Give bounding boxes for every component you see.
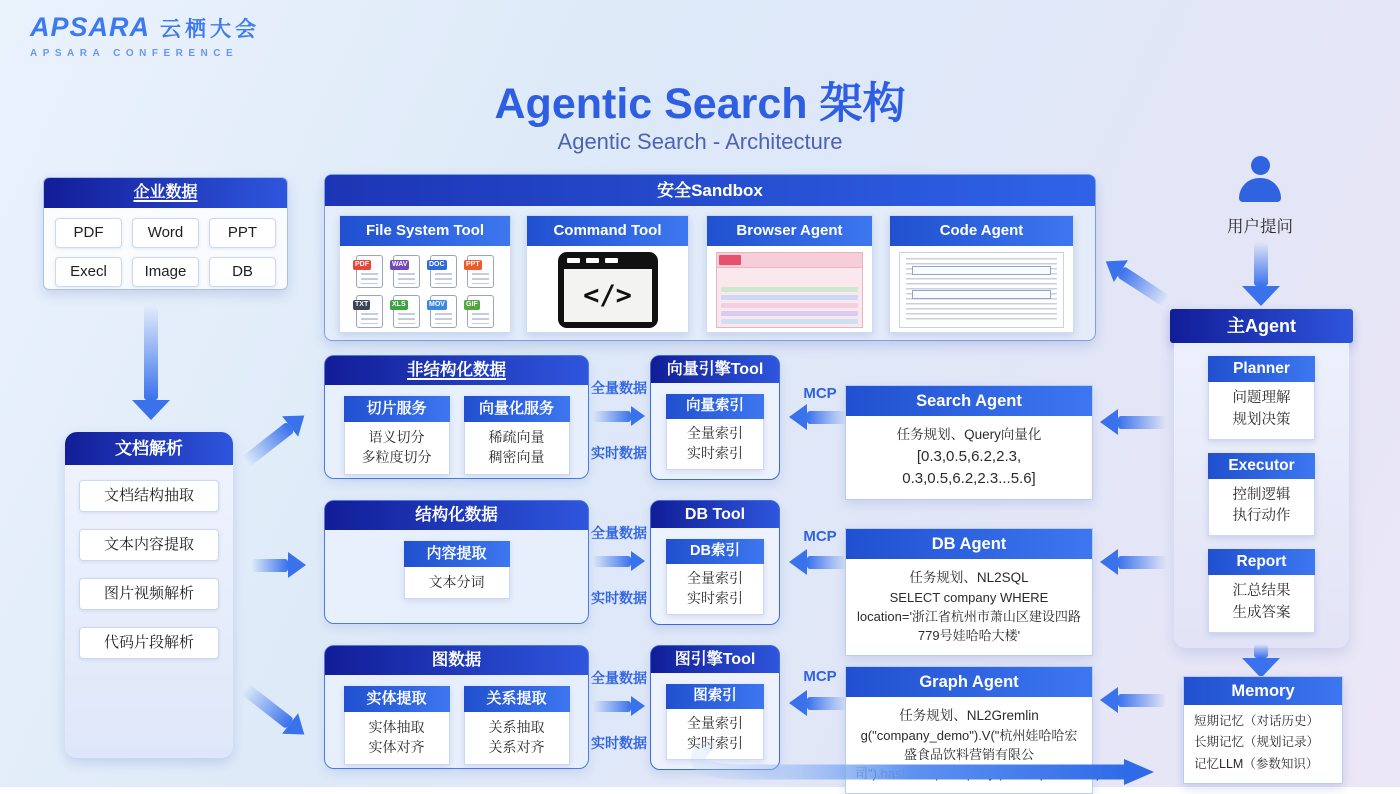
row-stripe [721, 319, 858, 324]
sandbox-panel [324, 174, 1096, 341]
line: 实体对齐 [368, 739, 425, 756]
planner-title: Planner [1208, 356, 1315, 382]
logo-subtitle: APSARA CONFERENCE [30, 48, 239, 59]
file-lines [398, 273, 415, 284]
db-agent-card [845, 528, 1093, 656]
structured-groups [325, 530, 588, 599]
line: 生成答案 [1232, 604, 1291, 621]
line: 实时索引 [687, 590, 743, 607]
arrow-main-agent-to-search-agent [1100, 409, 1166, 435]
relation-extract-box [464, 686, 570, 765]
arrow-head [1242, 286, 1280, 306]
arrow-shaft [1118, 694, 1166, 707]
mcp-label: MCP [803, 385, 837, 402]
executor-module [1208, 453, 1315, 537]
row-stripe [721, 311, 858, 316]
planner-module [1208, 356, 1315, 440]
memory-long-term: 长期记忆（规划记录） [1194, 735, 1320, 750]
entity-extract-title: 实体提取 [344, 686, 450, 712]
main-agent-title: 主Agent [1170, 309, 1353, 343]
file-system-tool-card [339, 215, 511, 333]
vectorize-service-title: 向量化服务 [464, 396, 570, 422]
row-stripe [721, 295, 858, 300]
line: 规划决策 [1232, 411, 1291, 428]
content-extract-title: 内容提取 [404, 541, 510, 567]
doc-parse-item-structure: 文档结构抽取 [79, 480, 219, 512]
terminal-dash [586, 258, 599, 263]
data-type-word: Word [132, 218, 199, 248]
line: 实时索引 [687, 735, 743, 752]
vectorize-service-lines [464, 422, 570, 475]
file-icon-mov [430, 295, 457, 328]
terminal-dash [567, 258, 580, 263]
line: 关系抽取 [488, 719, 545, 735]
arrow-graph-agent-to-graph-tool [789, 690, 847, 716]
main-agent-panel [1174, 343, 1349, 648]
doc-parse-items [65, 465, 233, 659]
user-icon-head [1251, 156, 1270, 175]
data-type-db: DB [209, 257, 276, 287]
executor-lines [1208, 479, 1315, 537]
unstructured-groups [325, 385, 588, 475]
content-extract-box [404, 541, 510, 599]
search-agent-body [846, 416, 1092, 499]
structured-data-panel [324, 500, 589, 624]
code-glyph: </> [564, 269, 652, 322]
graph-groups [325, 675, 588, 765]
arrow-head [288, 552, 306, 578]
file-lines [361, 313, 378, 324]
doc-parse-title: 文档解析 [65, 432, 233, 465]
memory-lines [1184, 705, 1342, 783]
db-agent-line2: SELECT company WHERE location='浙江省杭州市萧山区建设四路779号娃哈哈大楼' [857, 590, 1081, 643]
full-data-label: 全量数据 [591, 525, 647, 541]
arrow-shaft [1118, 416, 1166, 429]
file-icon-xls [393, 295, 420, 328]
line: 全量索引 [687, 425, 743, 441]
report-module [1208, 549, 1315, 633]
db-index-lines [666, 564, 764, 615]
file-lines [472, 313, 489, 324]
graph-data-panel [324, 645, 589, 769]
line: 汇总结果 [1232, 583, 1291, 599]
arrow-main-agent-to-memory [1242, 644, 1280, 678]
logo-brand-cn: 云栖大会 [160, 18, 261, 41]
arrow-head [789, 549, 807, 575]
db-index-title: DB索引 [666, 539, 764, 564]
doc-parse-item-text: 文本内容提取 [79, 529, 219, 561]
db-index-box [666, 539, 764, 615]
slicing-service-lines [344, 422, 450, 475]
doc-parse-item-media: 图片视频解析 [79, 578, 219, 610]
vector-index-title: 向量索引 [666, 394, 764, 419]
vector-engine-tool-card [650, 355, 780, 480]
arrow-head [631, 406, 645, 426]
arrow-head [789, 690, 807, 716]
doc-parse-item-code: 代码片段解析 [79, 627, 219, 659]
file-icon-ppt [467, 255, 494, 288]
browser-agent-title: Browser Agent [707, 216, 872, 246]
memory-title: Memory [1184, 677, 1342, 705]
browser-agent-card [706, 215, 873, 333]
arrow-unstructured-to-vector-tool [593, 406, 645, 426]
vector-index-lines [666, 419, 764, 470]
arrow-shaft [1254, 644, 1268, 658]
report-lines [1208, 575, 1315, 633]
data-type-ppt: PPT [209, 218, 276, 248]
arrow-shaft [252, 559, 288, 572]
line: 问题理解 [1232, 390, 1291, 406]
page-title: Agentic Search 架构 [494, 80, 906, 128]
memory-panel [1183, 676, 1343, 784]
arrow-graph-to-graph-tool [593, 696, 645, 716]
arrow-main-agent-to-sandbox [1099, 250, 1174, 311]
file-tag: PPT [466, 261, 480, 268]
db-agent-body [846, 559, 1092, 655]
line: 关系对齐 [488, 739, 545, 756]
file-system-tool-title: File System Tool [340, 216, 510, 246]
arrow-shaft [593, 411, 631, 422]
file-lines [361, 273, 378, 284]
realtime-data-label: 实时数据 [591, 735, 647, 751]
browser-screenshot [716, 252, 863, 328]
user-icon-body [1239, 178, 1281, 202]
realtime-data-label: 实时数据 [591, 590, 647, 606]
command-tool-title: Command Tool [527, 216, 688, 246]
arrow-shaft [1118, 556, 1166, 569]
command-tool-card [526, 215, 689, 333]
logo-row [30, 12, 260, 43]
search-agent-card [845, 385, 1093, 500]
line: 文本分词 [428, 574, 485, 590]
graph-agent-title: Graph Agent [846, 667, 1092, 697]
graph-agent-line1: 任务规划、NL2Gremlin [899, 708, 1039, 723]
report-title: Report [1208, 549, 1315, 575]
slicing-service-title: 切片服务 [344, 396, 450, 422]
line: 实时索引 [687, 445, 743, 462]
graph-engine-tool-title: 图引擎Tool [651, 646, 779, 673]
arrow-shaft [242, 421, 294, 466]
entity-extract-box [344, 686, 450, 765]
enterprise-data-title: 企业数据 [44, 178, 287, 208]
memory-llm: 记忆LLM（参数知识） [1194, 756, 1319, 771]
line: 多粒度切分 [361, 449, 432, 466]
arrow-docparse-to-structured [252, 552, 306, 578]
arrow-shaft [807, 556, 847, 569]
row-stripe [721, 303, 858, 308]
arrow-enterprise-to-docparse [132, 306, 170, 420]
arrow-shaft [593, 556, 631, 567]
file-tag: MOV [429, 301, 445, 308]
arrow-shaft [807, 697, 847, 710]
arrow-head [631, 696, 645, 716]
arrow-head [789, 404, 807, 430]
line: 控制逻辑 [1232, 486, 1291, 503]
mcp-label: MCP [803, 528, 837, 545]
file-icon-txt [356, 295, 383, 328]
realtime-data-label: 实时数据 [591, 445, 647, 461]
arrow-docparse-to-unstructured [238, 405, 312, 471]
arrow-head [132, 400, 170, 420]
entity-extract-lines [344, 712, 450, 765]
vector-engine-tool-title: 向量引擎Tool [651, 356, 779, 383]
arrow-docparse-to-graph [238, 679, 312, 745]
file-tag: DOC [429, 261, 445, 268]
arrow-shaft [1117, 266, 1169, 306]
search-agent-line1: 任务规划、Query向量化 [896, 427, 1042, 442]
full-data-label: 全量数据 [591, 380, 647, 396]
line: 执行动作 [1232, 508, 1291, 525]
data-type-excel: Execl [55, 257, 122, 287]
db-tool-title: DB Tool [651, 501, 779, 528]
logo-brand-text: APSARA [30, 12, 151, 42]
terminal-icon [558, 252, 658, 328]
user-icon [1238, 156, 1282, 204]
apsara-logo [30, 12, 260, 59]
arrow-shaft [1254, 242, 1268, 286]
code-block [912, 290, 1051, 299]
structured-data-title: 结构化数据 [325, 501, 588, 530]
file-icon-gif [467, 295, 494, 328]
arrow-graph-tool-to-memory [678, 742, 1178, 787]
arrow-shaft [242, 684, 294, 729]
data-type-image: Image [132, 257, 199, 287]
unstructured-data-title: 非结构化数据 [325, 356, 588, 385]
file-tag: GIF [466, 301, 478, 308]
relation-extract-title: 关系提取 [464, 686, 570, 712]
terminal-titlebar [567, 258, 618, 263]
memory-short-term: 短期记忆（对话历史） [1194, 714, 1320, 728]
file-icon-wav [393, 255, 420, 288]
file-tag: TXT [355, 301, 369, 308]
slicing-service-box [344, 396, 450, 475]
arrow-main-agent-to-graph-agent [1100, 687, 1166, 713]
sandbox-title: 安全Sandbox [325, 175, 1095, 206]
file-lines [435, 313, 452, 324]
arrow-head [631, 551, 645, 571]
arrow-search-agent-to-vector-tool [789, 404, 847, 430]
code-agent-card [889, 215, 1074, 333]
file-lines [435, 273, 452, 284]
file-tag: XLS [392, 301, 406, 308]
enterprise-data-panel [43, 177, 288, 290]
line: 实体抽取 [368, 719, 425, 735]
doc-parse-panel [65, 432, 233, 758]
data-type-pdf: PDF [55, 218, 122, 248]
vectorize-service-box [464, 396, 570, 475]
enterprise-data-grid [44, 208, 287, 290]
page-subtitle: Agentic Search - Architecture [557, 129, 843, 154]
graph-index-title: 图索引 [666, 684, 764, 709]
arrow-shaft [807, 411, 847, 424]
arrow-head [1100, 409, 1118, 435]
line: 稀疏向量 [488, 429, 545, 445]
file-icon-pdf [356, 255, 383, 288]
arrow-head [1242, 658, 1280, 678]
relation-extract-lines [464, 712, 570, 765]
graph-agent-line2: g("company_demo").V("杭州娃哈哈宏盛食品饮料营销有限公司").hasLabel("company").fields("location") [855, 728, 1101, 781]
code-agent-title: Code Agent [890, 216, 1073, 246]
file-lines [472, 273, 489, 284]
mcp-label: MCP [803, 668, 837, 685]
arrow-head [1100, 549, 1118, 575]
arrow-user-to-main-agent [1242, 242, 1280, 306]
content-extract-lines [404, 567, 510, 599]
db-agent-title: DB Agent [846, 529, 1092, 559]
file-lines [398, 313, 415, 324]
planner-lines [1208, 382, 1315, 440]
line: 全量索引 [687, 715, 743, 731]
user-question-label: 用户提问 [1227, 218, 1293, 236]
file-tag: PDF [355, 261, 369, 268]
full-data-label: 全量数据 [591, 670, 647, 686]
search-agent-title: Search Agent [846, 386, 1092, 416]
graph-data-title: 图数据 [325, 646, 588, 675]
line: 稠密向量 [488, 449, 545, 466]
browser-screenshot-rows [721, 287, 858, 324]
unstructured-data-panel [324, 355, 589, 479]
file-tag: WAV [392, 261, 408, 268]
row-stripe [721, 287, 858, 292]
arrow-main-agent-to-db-agent [1100, 549, 1166, 575]
code-screenshot [899, 252, 1064, 328]
file-icon-doc [430, 255, 457, 288]
arrow-structured-to-db-tool [593, 551, 645, 571]
browser-screenshot-tag [719, 255, 741, 265]
arrow-shaft [593, 701, 631, 712]
code-block [912, 266, 1051, 275]
vector-index-box [666, 394, 764, 470]
db-agent-line1: 任务规划、NL2SQL [909, 570, 1029, 585]
file-type-icons [340, 246, 510, 337]
executor-title: Executor [1208, 453, 1315, 479]
line: 全量索引 [687, 570, 743, 586]
arrow-head [1100, 687, 1118, 713]
search-agent-line2: [0.3,0.5,6.2,2.3, 0.3,0.5,6.2,2.3...5.6] [902, 448, 1036, 487]
arrow-shaft [144, 306, 158, 400]
line: 语义切分 [368, 429, 425, 445]
terminal-dash [605, 258, 618, 263]
arrow-db-agent-to-db-tool [789, 549, 847, 575]
db-tool-card [650, 500, 780, 625]
